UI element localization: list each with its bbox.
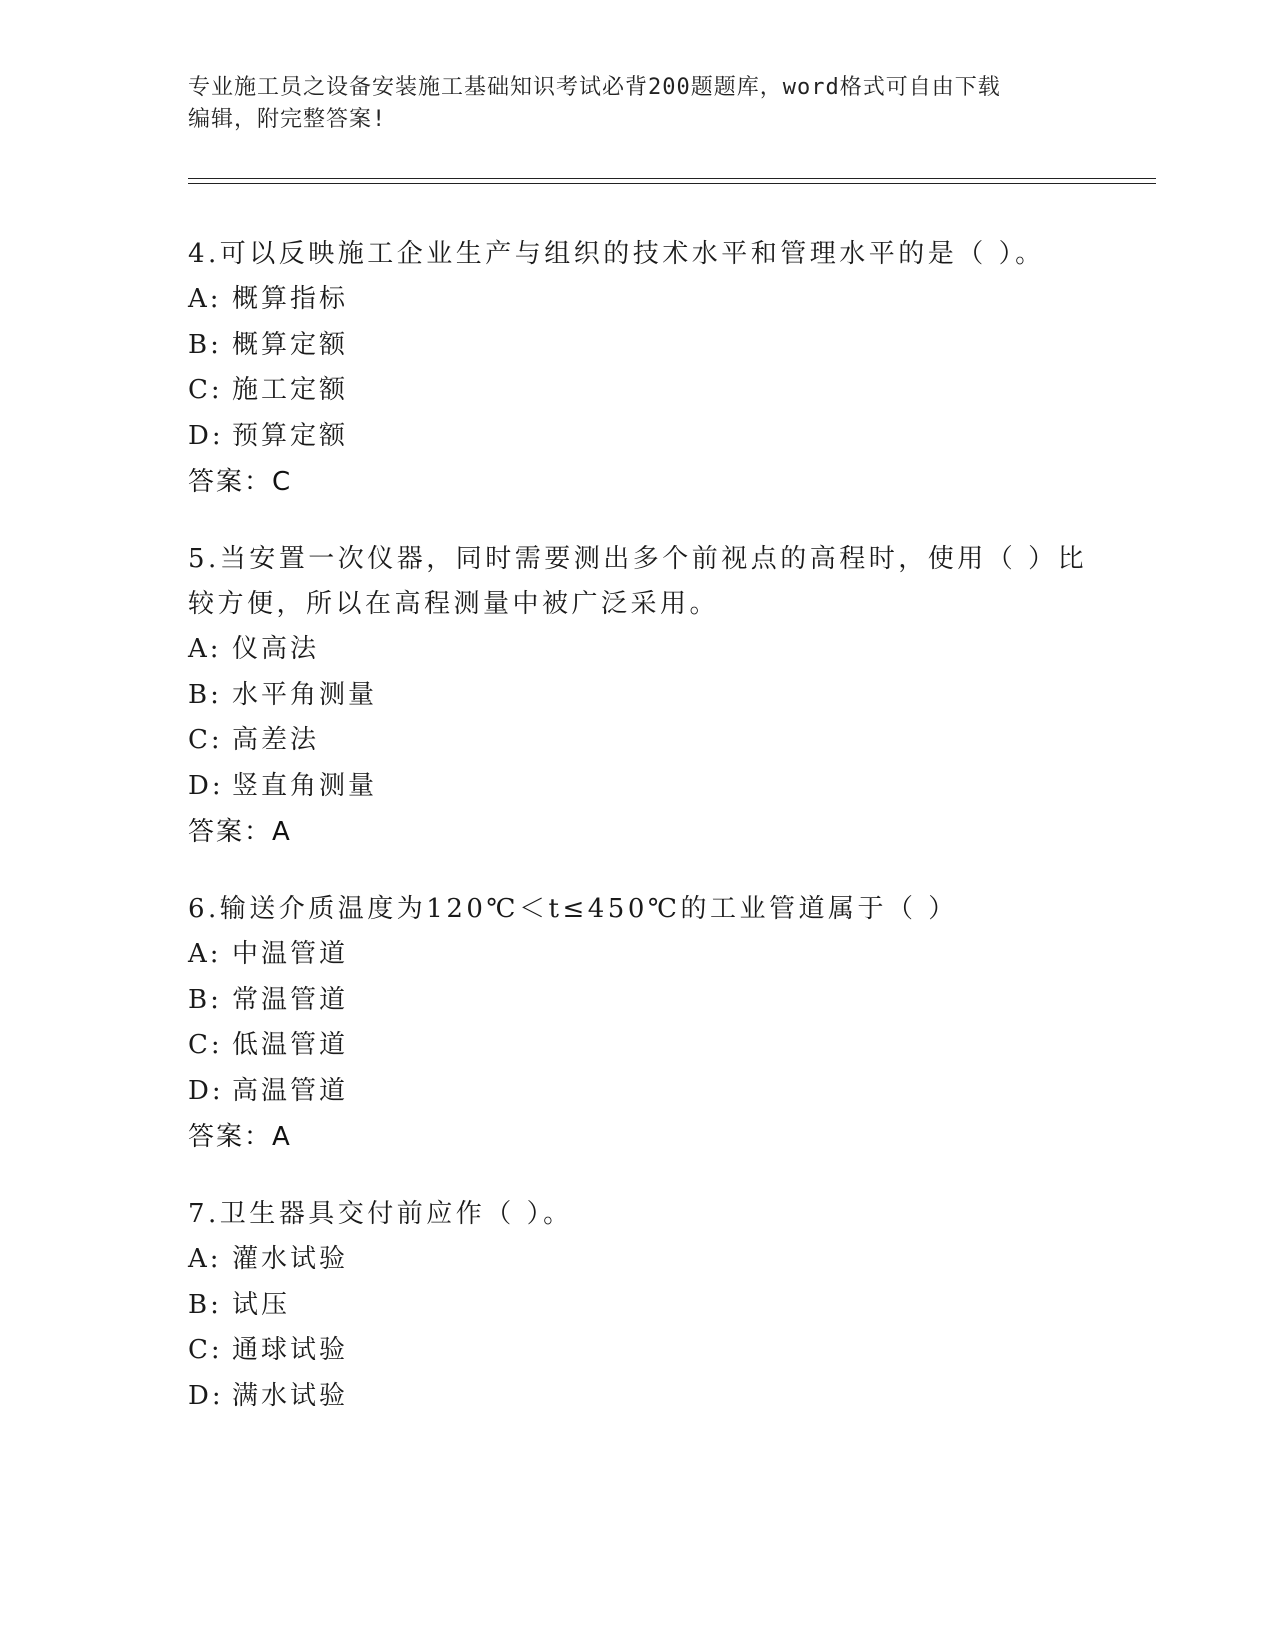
option-text: 预算定额: [232, 420, 349, 451]
option-c: [188, 718, 1088, 764]
option-key: A:: [188, 1244, 222, 1274]
question-stem: 6.输送介质温度为120℃＜t≤450℃的工业管道属于（ ）: [188, 894, 958, 924]
question-list: [188, 232, 1088, 1451]
option-key: D:: [188, 1380, 224, 1411]
option-key: C:: [188, 1030, 223, 1060]
option-text: 灌水试验: [232, 1244, 349, 1274]
option-text: 常温管道: [232, 984, 349, 1015]
option-b: [188, 1283, 1088, 1329]
option-c: [188, 1023, 1088, 1069]
option-key: B:: [188, 679, 222, 710]
answer-line: 答案：A: [188, 817, 292, 847]
option-d: [188, 1374, 1088, 1420]
option-d: [188, 1069, 1088, 1115]
option-key: C:: [188, 375, 223, 405]
option-text: 水平角测量: [232, 679, 378, 710]
option-text: 施工定额: [232, 375, 349, 405]
option-text: 高温管道: [232, 1075, 349, 1106]
option-text: 高差法: [232, 725, 320, 755]
option-b: [188, 673, 1088, 719]
option-key: A:: [188, 634, 222, 664]
question-4: [188, 232, 1088, 505]
header-line-2: 编辑，附完整答案!: [188, 107, 387, 132]
option-text: 概算指标: [232, 284, 349, 314]
option-key: D:: [188, 770, 224, 801]
option-text: 试压: [232, 1289, 291, 1320]
option-key: A:: [188, 939, 222, 969]
option-key: C:: [188, 725, 223, 755]
option-text: 概算定额: [232, 329, 349, 360]
option-a: [188, 277, 1088, 323]
question-stem: 5.当安置一次仪器，同时需要测出多个前视点的高程时，使用（ ）比较方便，所以在高程测量中被广泛采用。: [188, 544, 1088, 619]
question-stem: 4.可以反映施工企业生产与组织的技术水平和管理水平的是（ ）。: [188, 239, 1045, 269]
option-c: [188, 368, 1088, 414]
document-header: [188, 72, 1078, 136]
option-b: [188, 978, 1088, 1024]
question-7: [188, 1192, 1088, 1419]
header-divider-top: [188, 178, 1156, 179]
option-text: 低温管道: [232, 1030, 349, 1060]
option-d: [188, 414, 1088, 460]
question-6: [188, 887, 1088, 1160]
option-key: B:: [188, 1289, 222, 1320]
option-key: C:: [188, 1335, 223, 1365]
option-a: [188, 1237, 1088, 1283]
answer-line: 答案：A: [188, 1122, 292, 1152]
question-stem: 7.卫生器具交付前应作（ ）。: [188, 1199, 573, 1229]
option-text: 通球试验: [232, 1335, 349, 1365]
option-key: D:: [188, 1075, 224, 1106]
header-line-1: 专业施工员之设备安装施工基础知识考试必背200题题库，word格式可自由下载: [188, 75, 1001, 100]
option-key: B:: [188, 329, 222, 360]
option-text: 满水试验: [232, 1380, 349, 1411]
option-key: B:: [188, 984, 222, 1015]
answer-line: 答案：C: [188, 467, 293, 497]
option-d: [188, 764, 1088, 810]
option-c: [188, 1328, 1088, 1374]
option-text: 仪高法: [232, 634, 320, 664]
option-text: 竖直角测量: [232, 770, 378, 801]
option-a: [188, 932, 1088, 978]
option-b: [188, 323, 1088, 369]
question-5: [188, 537, 1088, 855]
option-text: 中温管道: [232, 939, 349, 969]
option-a: [188, 627, 1088, 673]
option-key: A:: [188, 284, 222, 314]
option-key: D:: [188, 420, 224, 451]
header-divider-bottom: [188, 183, 1156, 184]
